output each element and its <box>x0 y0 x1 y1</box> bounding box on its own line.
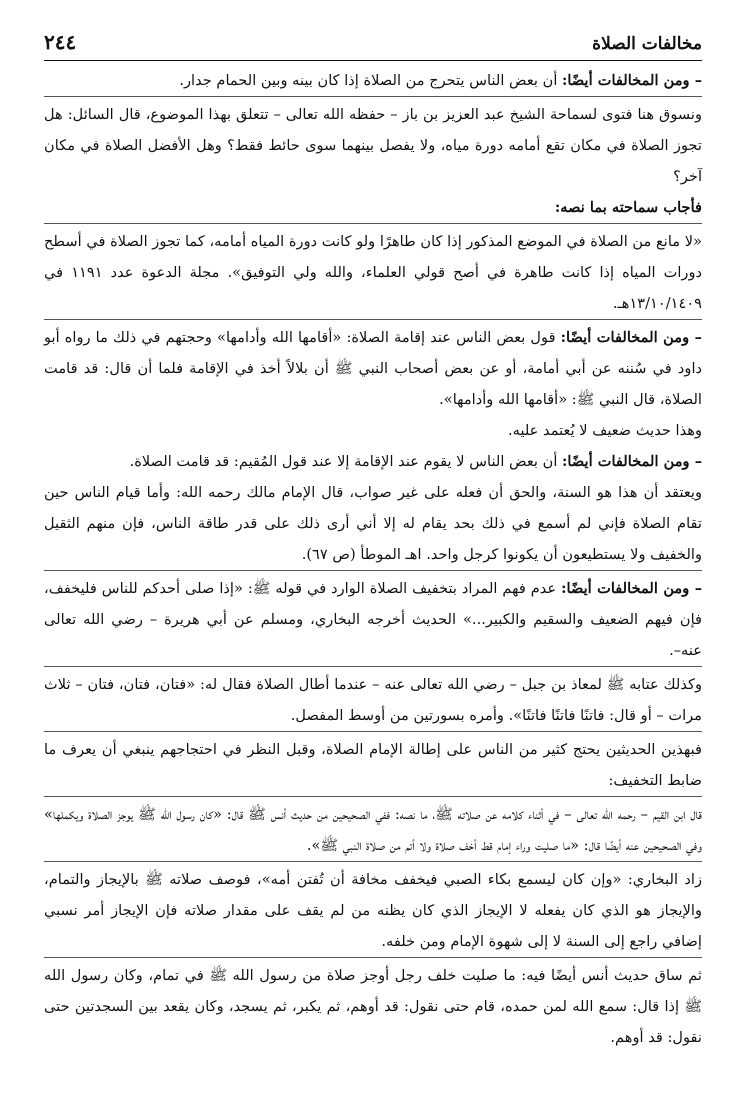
paragraph: ونسوق هنا فتوى لسماحة الشيخ عبد العزيز بن باز – حفظه الله تعالى – تتعلق بهذا الموضوع، قال السائل: هل تجوز الصلاة في مكان تقع أمامه دورة مياه، ولا يفصل بينهما سوى حائط فقط؟ وهل الأفضل الصلاة في مكان آخر؟ <box>44 106 702 185</box>
paragraph: ويعتقد أن هذا هو السنة، والحق أن فعله على غير صواب، قال الإمام مالك رحمه الله: وأما قيام الناس حين تقام الصلاة فإني لم أسمع في ذلك بحد يقام له إلا أني أرى ذلك على قدر طاقة الناس، فإن منهم الثقيل والخفيف ولا يستطيعون أن يكونوا كرجل واحد. اهـ الموطأ (ص ٦٧). <box>44 484 702 563</box>
paragraph-separator <box>44 96 702 97</box>
paragraph: ثم ساق حديث أنس أيضًا فيه: ما صليت خلف رجل أوجز صلاة من رسول الله ﷺ في تمام، وكان رسول الله ﷺ إذا قال: سمع الله لمن حمده، قام حتى نقول: قد أوهم، ثم يكبر، ثم يسجد، وكان يقعد بين السجدتين حتى نقول: قد أوهم. <box>44 967 702 1046</box>
paragraph: وهذا حديث ضعيف لا يُعتمد عليه. <box>507 422 702 439</box>
paragraph: فأجاب سماحته بما نصه: <box>554 199 702 216</box>
page-body <box>44 65 702 1053</box>
paragraph: زاد البخاري: «وإن كان ليسمع بكاء الصبي فيخفف مخافة أن تُفتن أمه»، فوصف صلاته ﷺ بالإيجاز والتمام، والإيجاز هو الذي كان يفعله لا الإيجاز الذي كان يظنه من لم يقف على مقدار صلاته فإن الإيجاز أمر نسبي إضافي راجع إلى السنة لا إلى شهوة الإمام ومن خلفه. <box>44 871 702 950</box>
paragraph-separator <box>44 319 702 320</box>
paragraph-separator <box>44 861 702 862</box>
paragraph: «لا مانع من الصلاة في الموضع المذكور إذا كان طاهرًا ولو كانت دورة المياه أمامه، كما تجوز الصلاة في أسطح دورات المياه إذا كانت طاهرة في أصح قولي العلماء، والله ولي التوفيق». مجلة الدعوة عدد ١١٩١ في ١٣/١٠/١٤٠٩هـ. <box>44 233 702 312</box>
paragraph-separator <box>44 796 702 797</box>
paragraph-separator <box>44 666 702 667</box>
paragraph-separator <box>44 731 702 732</box>
paragraph-separator <box>44 570 702 571</box>
paragraph: فبهذين الحديثين يحتج كثير من الناس على إطالة الإمام الصلاة، وقبل النظر في احتجاجهم ينبغي أن يعرف ما ضابط التخفيف: <box>44 741 702 789</box>
paragraph: قال ابن القيم – رحمه الله تعالى – في أثناء كلامه عن صلاته ﷺ، ما نصه: ففي الصحيحين من حديث أنس ﷺ قال: «كان رسول الله ﷺ يوجز الصلاة ويكملها» وفي الصحيحين عنه أيضًا قال: «ما صليت وراء إمام قط أخف صلاة ولا أتم من صلاة النبي ﷺ». <box>44 806 702 854</box>
page-number: ٢٤٤ <box>44 30 77 54</box>
paragraph: – ومن المخالفات أيضًا: أن بعض الناس لا يقوم عند الإقامة إلا عند قول المُقيم: قد قامت الصلاة. <box>129 453 702 470</box>
paragraph: – ومن المخالفات أيضًا: عدم فهم المراد بتخفيف الصلاة الوارد في قوله ﷺ: «إذا صلى أحدكم للناس فليخفف، فإن فيهم الضعيف والسقيم والكبير...» الحديث أخرجه البخاري، ومسلم عن أبي هريرة – رضي الله تعالى عنه–. <box>44 580 702 659</box>
header-rule <box>44 60 702 61</box>
paragraph: – ومن المخالفات أيضًا: أن بعض الناس يتحرج من الصلاة إذا كان بينه وبين الحمام جدار. <box>179 72 702 89</box>
page-header <box>44 30 702 60</box>
paragraph-separator <box>44 957 702 958</box>
paragraph-separator <box>44 223 702 224</box>
paragraph: – ومن المخالفات أيضًا: قول بعض الناس عند إقامة الصلاة: «أقامها الله وأدامها» وحجتهم في ذلك ما رواه أبو داود في سُننه عن أبي أمامة، أو عن بعض أصحاب النبي ﷺ أن بلالاً أخذ في الإقامة فلما أن قال: قد قامت الصلاة، قال النبي ﷺ: «أقامها الله وأدامها». <box>44 329 702 408</box>
paragraph: وكذلك عتابه ﷺ لمعاذ بن جبل – رضي الله تعالى عنه – عندما أطال الصلاة فقال له: «فتان، فتان، فتان – ثلاث مرات – أو قال: فاتنًا فاتنًا فاتنًا». وأمره بسورتين من أوسط المفصل. <box>44 676 702 724</box>
running-title: مخالفات الصلاة <box>592 34 702 54</box>
